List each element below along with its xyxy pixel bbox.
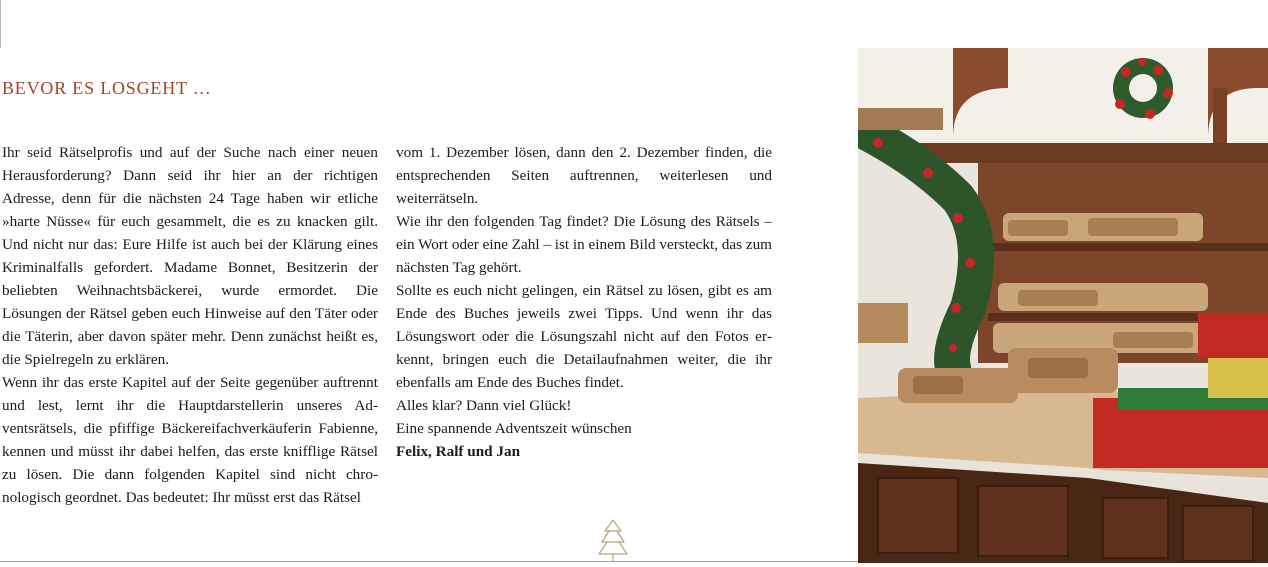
text-column-left [2,141,378,509]
paragraph: Wenn ihr das erste Kapitel auf der Seite gegenüber auftrennt und lest, lernt ihr die Hauptdarstellerin unseres Adventsrätsels, die pfiffige Bäckereifachverkäuferin Fabienne, kennen und müsst ihr dabei helfen, das erste knifflige Rätsel zu lösen. Die dann folgenden Kapitel sind nicht chronologisch geordnet. Das bedeutet: Ihr müsst erst das Rätsel [2,374,378,506]
paragraph: Alles klar? Dann viel Glück! [396,397,572,414]
christmas-tree-icon [597,518,629,562]
bottom-rule [0,561,858,562]
signature: Felix, Ralf und Jan [396,443,521,460]
paragraph: Ihr seid Rätselprofis und auf der Suche nach einer neuen Herausforderung? Dann seid ihr hier an der richtigen Adresse, denn für die nächsten 24 Tage haben wir etliche »harte Nüsse« für euch gesammelt, die es zu knacken gilt. Und nicht nur das: Eure Hilfe ist auch bei der Klärung eines Kriminalfalls gefordert. Madame Bonnet, Besitzerin der beliebten Weihnachtsbäckerei, wurde ermordet. Die Lösungen der Rätsel geben euch Hinweise auf den Täter oder die Täterin, aber davon später mehr. Denn zunächst heißt es, die Spielregeln zu erklären. [2,144,378,368]
paragraph: Eine spannende Adventszeit wünschen [396,420,632,437]
left-page-rule [0,0,1,48]
paragraph: Wie ihr den folgenden Tag findet? Die Lösung des Rätsels – ein Wort oder eine Zahl – ist in einem Bild versteckt, das zum nächsten Tag gehört. [396,213,772,276]
text-column-right [396,141,772,463]
paragraph: vom 1. Dezember lösen, dann den 2. Dezember finden, die entsprechenden Seiten auftrennen, weiterlesen und weiterrätseln. [396,144,772,207]
page-heading: BEVOR ES LOSGEHT … [2,78,212,98]
bakery-shop-photo [858,48,1268,563]
paragraph: Sollte es euch nicht gelingen, ein Rätsel zu lösen, gibt es am Ende des Buches jeweils zwei Tipps. Und wenn ihr das Lösungswort oder die Lösungszahl nicht auf den Fotos erkennt, bringen euch die Detailaufnahmen weiter, die ihr ebenfalls am Ende des Buches findet. [396,282,772,391]
